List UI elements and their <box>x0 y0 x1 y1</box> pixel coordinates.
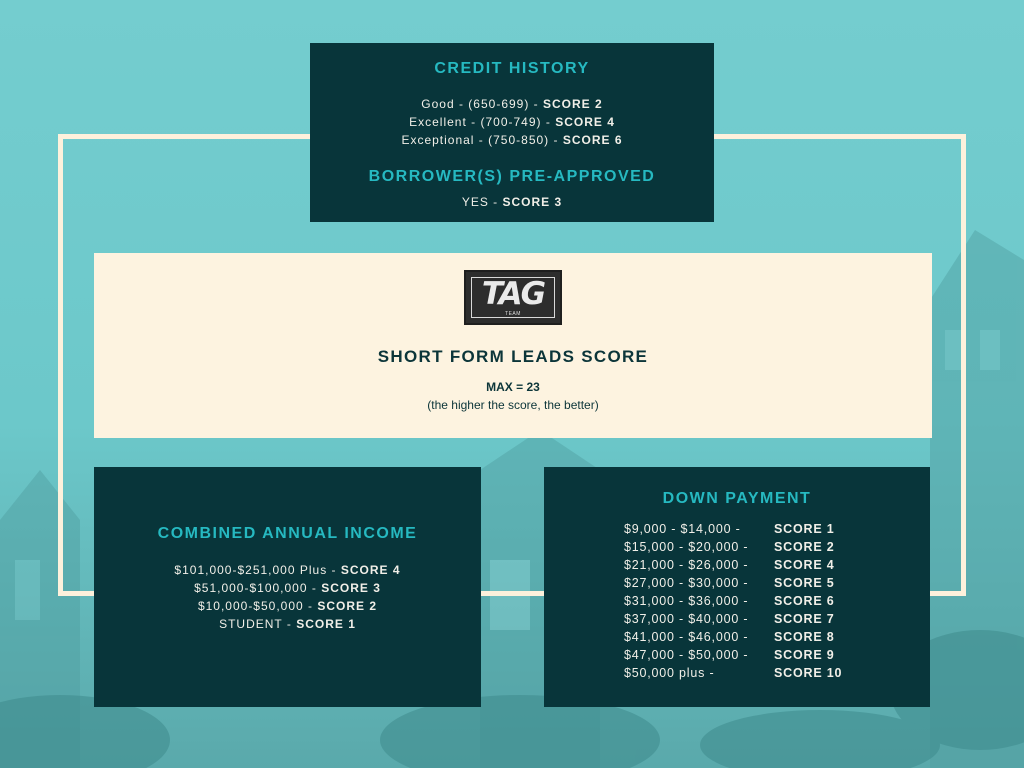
down-payment-panel: DOWN PAYMENT $9,000 - $14,000 - SCORE 1 $15,000 - $20,000 - SCORE 2 $21,000 - $26,000 - SCORE 4 $27,000 - $30,000 - SCORE 5 $31,000 - $36,000 - SCORE 6 $37,000 - $40,000 - SCORE 7 $41,000 - $46,000 - SCORE 8 $47,000 - $50,000 - SCORE 9 $50,000 plus - SCORE 10 <box>544 467 930 707</box>
income-list <box>94 561 481 633</box>
credit-history-row: Exceptional - (750-850) - SCORE 6 <box>401 133 623 147</box>
credit-history-row: Good - (650-699) - SCORE 2 <box>421 97 603 111</box>
income-panel <box>94 467 481 707</box>
income-heading: COMBINED ANNUAL INCOME <box>157 525 418 542</box>
credit-history-panel <box>310 43 714 222</box>
summary-title: SHORT FORM LEADS SCORE <box>377 347 649 366</box>
income-row: STUDENT - SCORE 1 <box>219 617 356 631</box>
income-row: $10,000-$50,000 - SCORE 2 <box>197 599 378 613</box>
max-score: MAX = 23 <box>486 380 540 394</box>
pre-approved-heading: BORROWER(S) PRE-APPROVED <box>368 168 656 185</box>
logo-text: TAG <box>481 276 545 312</box>
tag-team-logo <box>464 270 562 325</box>
income-row: $51,000-$100,000 - SCORE 3 <box>194 581 381 595</box>
credit-history-heading: CREDIT HISTORY <box>434 60 590 77</box>
income-row: $101,000-$251,000 Plus - SCORE 4 <box>174 563 401 577</box>
down-payment-heading: DOWN PAYMENT <box>662 490 812 507</box>
credit-history-list <box>310 95 714 149</box>
logo-subtext: TEAM <box>505 311 521 317</box>
score-note: (the higher the score, the better) <box>427 398 599 412</box>
credit-history-row: Excellent - (700-749) - SCORE 4 <box>409 115 615 129</box>
pre-approved-row: YES - SCORE 3 <box>461 195 563 209</box>
